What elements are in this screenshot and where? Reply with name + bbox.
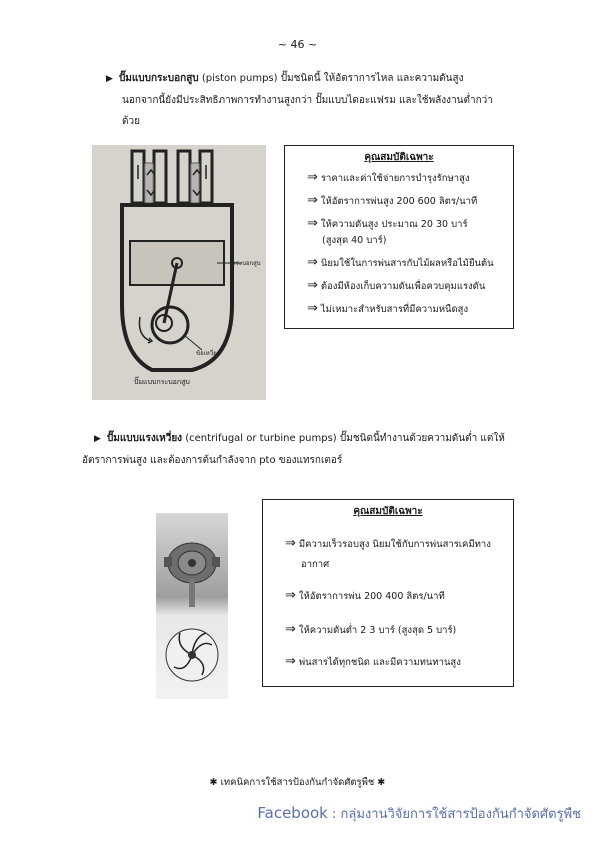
- section1-line2: นอกจากนี้ยังมีประสิทธิภาพการทำงานสูงกว่า ปั๊มแบบไดอะแฟรม และใช้พลังงานต่ำกว่า: [122, 95, 493, 106]
- feature-item: ⇒ ให้อัตราการพ่น 200 400 ลิตร/นาที: [285, 588, 445, 603]
- arrow-icon: ⇒: [285, 588, 296, 603]
- arrow-icon: ⇒: [307, 278, 318, 293]
- section1-title: ปั๊มแบบกระบอกสูบ: [118, 73, 199, 84]
- centrifugal-pump-figure: [156, 513, 228, 699]
- feature-item: ⇒ ให้ความดันต่ำ 2 3 บาร์ (สูงสุด 5 บาร์): [285, 622, 457, 637]
- section2-title: ปั๊มแบบแรงเหวี่ยง: [106, 433, 183, 444]
- centrifugal-pump-drawing: [156, 513, 228, 699]
- features-title: คุณสมบัติเฉพาะ: [353, 506, 423, 517]
- facebook-credit: [257, 803, 581, 824]
- arrow-icon: ⇒: [285, 654, 296, 669]
- feature-item: ⇒ ให้ความดันสูง ประมาณ 20 30 บาร์: [307, 216, 468, 231]
- arrow-icon: ⇒: [307, 170, 318, 185]
- feature-note: อากาศ: [301, 559, 330, 570]
- page-number: ~ 46 ~: [277, 38, 318, 51]
- feature-item: ⇒ ให้อัตราการพ่นสูง 200 600 ลิตร/นาที: [307, 193, 478, 208]
- feature-item: ⇒ ต้องมีห้องเก็บความดันเพื่อควบคุมแรงดัน: [307, 278, 486, 293]
- arrow-icon: ⇒: [307, 193, 318, 208]
- section1-paragraph: [108, 68, 508, 132]
- bullet-icon: ▶: [94, 434, 101, 444]
- feature-item: ⇒ พ่นสารได้ทุกชนิด และมีความทนทานสูง: [285, 654, 461, 669]
- crank-label: ข้อเหวี่ยง: [196, 350, 220, 357]
- arrow-icon: ⇒: [307, 216, 318, 231]
- arrow-icon: ⇒: [307, 301, 318, 316]
- section1-line3: ด้วย: [122, 116, 140, 127]
- section1-line1: (piston pumps) ปั๊มชนิดนี้ ให้อัตราการไหล และความดันสูง: [198, 73, 464, 84]
- feature-note: (สูงสุด 40 บาร์): [322, 235, 387, 246]
- bullet-icon: ▶: [106, 74, 113, 84]
- figure-caption: ปั๊มแบบกระบอกสูบ: [134, 378, 190, 386]
- footer-text: เทคนิคการใช้สารป้องกันกำจัดศัตรูพืช: [220, 777, 375, 788]
- footer-title: [0, 775, 595, 790]
- section2-line1: (centrifugal or turbine pumps) ปั๊มชนิดนี้ทำงานด้วยความดันต่ำ แต่ให้: [182, 433, 505, 444]
- feature-item: ⇒ มีความเร็วรอบสูง นิยมใช้กับการพ่นสารเคมีทาง: [285, 536, 491, 551]
- section1-features-box: [284, 145, 514, 329]
- facebook-label: Facebook: [257, 804, 328, 822]
- feature-item: ⇒ ราคาและค่าใช้จ่ายการบำรุงรักษาสูง: [307, 170, 470, 185]
- arrow-icon: ⇒: [285, 622, 296, 637]
- facebook-page-name: กลุ่มงานวิจัยการใช้สารป้องกันกำจัดศัตรูพืช: [340, 807, 581, 822]
- cylinder-label: กระบอกสูบ: [232, 260, 261, 267]
- star-icon: ✱: [209, 777, 218, 788]
- features-title: คุณสมบัติเฉพาะ: [364, 152, 434, 163]
- facebook-separator: :: [327, 807, 341, 822]
- arrow-icon: ⇒: [307, 255, 318, 270]
- arrow-icon: ⇒: [285, 536, 296, 551]
- section2-paragraph: [82, 428, 512, 471]
- feature-item: ⇒ ไม่เหมาะสำหรับสารที่มีความหนืดสูง: [307, 301, 469, 316]
- section2-line2: อัตราการพ่นสูง และต้องการต้นกำลังจาก pto ของแทรกเตอร์: [82, 455, 343, 466]
- star-icon: ✱: [377, 777, 386, 788]
- section2-features-box: [262, 499, 514, 687]
- feature-item: ⇒ นิยมใช้ในการพ่นสารกับไม้ผลหรือไม้ยืนต้น: [307, 255, 494, 270]
- piston-pump-drawing: [92, 145, 266, 400]
- piston-pump-figure: [92, 145, 266, 400]
